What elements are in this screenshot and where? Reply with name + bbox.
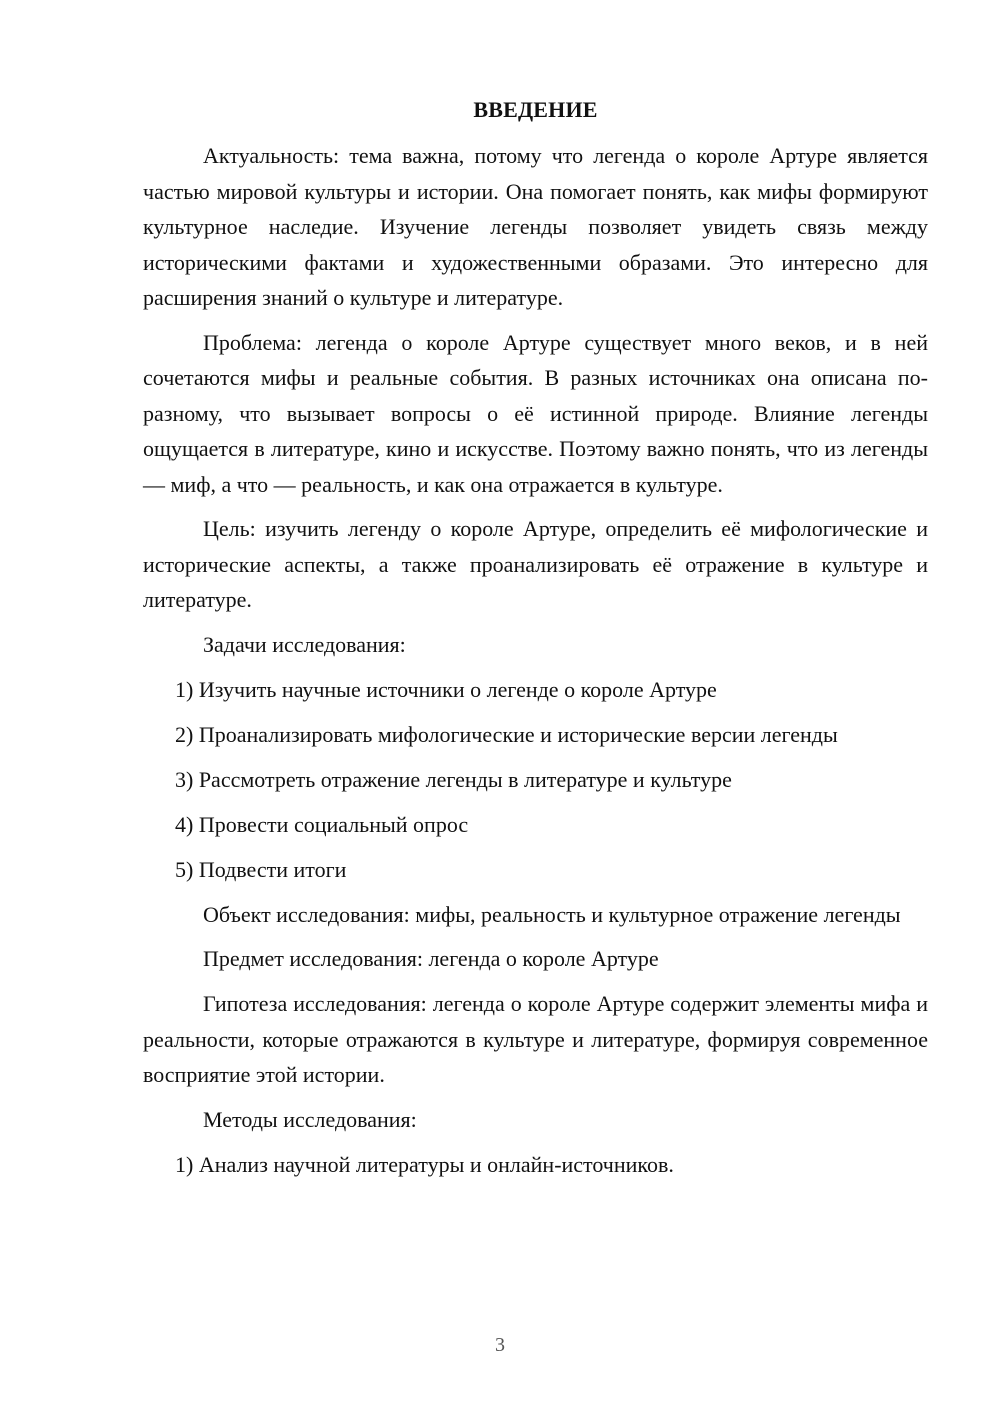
document-page [143,96,928,1192]
task-item: 3) Рассмотреть отражение легенды в литературе и культуре [175,766,732,792]
methods-heading: Методы исследования: [203,1106,417,1132]
tasks-list [143,672,928,888]
task-item: 2) Проанализировать мифологические и исторические версии легенды [175,721,838,747]
object-paragraph: Объект исследования: мифы, реальность и культурное отражение легенды [203,901,901,927]
task-item: 1) Изучить научные источники о легенде о короле Артуре [175,676,717,702]
relevance-paragraph: Актуальность: тема важна, потому что легенда о короле Артуре является частью мировой культуры и истории. Она помогает понять, как мифы формируют культурное наследие. Изучение легенды позволяет увидеть связь между историческими фактами и художественными образами. Это интересно для расширения знаний о культуре и литературе. [143,143,928,310]
tasks-heading: Задачи исследования: [203,631,406,657]
methods-list [143,1147,928,1183]
task-item: 4) Провести социальный опрос [175,811,469,837]
task-item: 5) Подвести итоги [175,856,347,882]
page-number: 3 [495,1334,505,1356]
hypothesis-paragraph: Гипотеза исследования: легенда о короле Артуре содержит элементы мифа и реальности, которые отражаются в культуре и литературе, формируя современное восприятие этой истории. [143,991,928,1087]
goal-paragraph: Цель: изучить легенду о короле Артуре, определить её мифологические и исторические аспекты, а также проанализировать её отражение в культуре и литературе. [143,516,928,612]
problem-paragraph: Проблема: легенда о короле Артуре существует много веков, и в ней сочетаются мифы и реальные события. В разных источниках она описана по-разному, что вызывает вопросы о её истинной природе. Влияние легенды ощущается в литературе, кино и искусстве. Поэтому важно понять, что из легенды — миф, а что — реальность, и как она отражается в культуре. [143,329,928,497]
section-title: ВВЕДЕНИЕ [473,97,598,122]
subject-paragraph: Предмет исследования: легенда о короле Артуре [203,946,659,971]
method-item: 1) Анализ научной литературы и онлайн-источников. [175,1151,674,1177]
